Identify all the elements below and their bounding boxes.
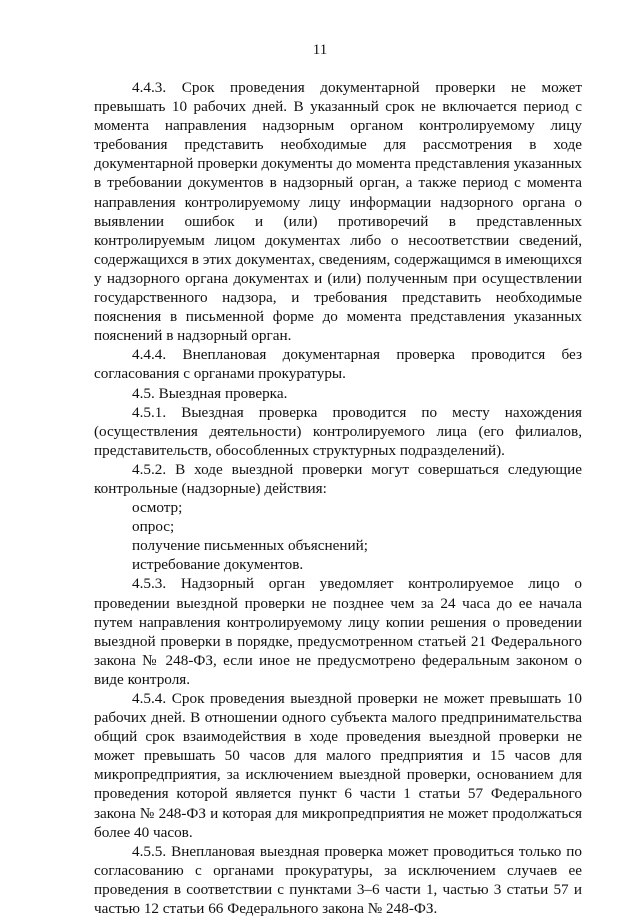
paragraph-4-4-3: 4.4.3. Срок проведения документарной проверки не может превышать 10 рабочих дней. В указанный срок не включается период с момента направления надзорным органом контролируемому лицу требования представить необходимые для рассмотрения в ходе документарной проверки документы до момента представления указанных в требовании документов в надзорный орган, а также период с момента направления контролируемому лицу информации надзорного органа о выявлении ошибок и (или) противоречий в представленных контролируемым лицом документах либо о несоответствии сведений, содержащихся в этих документах, сведениям, содержащимся в имеющихся у надзорного органа документах и (или) полученным при осуществлении государственного надзора, и требования представить необходимые пояснения в письменной форме до момента представления указанных пояснений в надзорный орган. (94, 79, 582, 345)
list-item: истребование документов. (132, 556, 304, 574)
page-number: 11 (312, 42, 328, 58)
paragraph-4-4-4: 4.4.4. Внеплановая документарная проверка проводится без согласования с органами прокуратуры. (94, 346, 582, 383)
paragraph-4-5-2: 4.5.2. В ходе выездной проверки могут совершаться следующие контрольные (надзорные) действия: (94, 460, 582, 497)
paragraph-4-5-3: 4.5.3. Надзорный орган уведомляет контролируемое лицо о проведении выездной проверки не позднее чем за 24 часа до ее начала путем направления контролируемому лицу копии решения о проведении выездной проверки в порядке, предусмотренном статьей 21 Федерального закона № 248-ФЗ, если иное не предусмотрено федеральным законом о виде контроля. (94, 575, 582, 688)
list-item: осмотр; (132, 499, 183, 517)
control-actions-list (94, 498, 582, 574)
paragraph-4-5-4: 4.5.4. Срок проведения выездной проверки не может превышать 10 рабочих дней. В отношении одного субъекта малого предпринимательства общий срок взаимодействия в ходе проведения выездной проверки не может превышать 50 часов для малого предприятия и 15 часов для микропредприятия, за исключением выездной проверки, основанием для проведения которой является пункт 6 части 1 статьи 57 Федерального закона № 248-ФЗ и которая для микропредприятия не может продолжаться более 40 часов. (94, 690, 582, 841)
section-heading-4-5: 4.5. Выездная проверка. (132, 384, 288, 402)
paragraph-4-5-1: 4.5.1. Выездная проверка проводится по месту нахождения (осуществления деятельности) контролируемого лица (его филиалов, представительств, обособленных структурных подразделений). (94, 403, 582, 459)
list-item: опрос; (132, 518, 175, 536)
paragraph-4-5-5: 4.5.5. Внеплановая выездная проверка может проводиться только по согласованию с органами прокуратуры, за исключением случаев ее проведения в соответствии с пунктами 3–6 части 1, частью 3 статьи 57 и частью 12 статьи 66 Федерального закона № 248-ФЗ. (94, 842, 582, 918)
list-item: получение письменных объяснений; (132, 537, 368, 555)
document-body (94, 78, 582, 918)
